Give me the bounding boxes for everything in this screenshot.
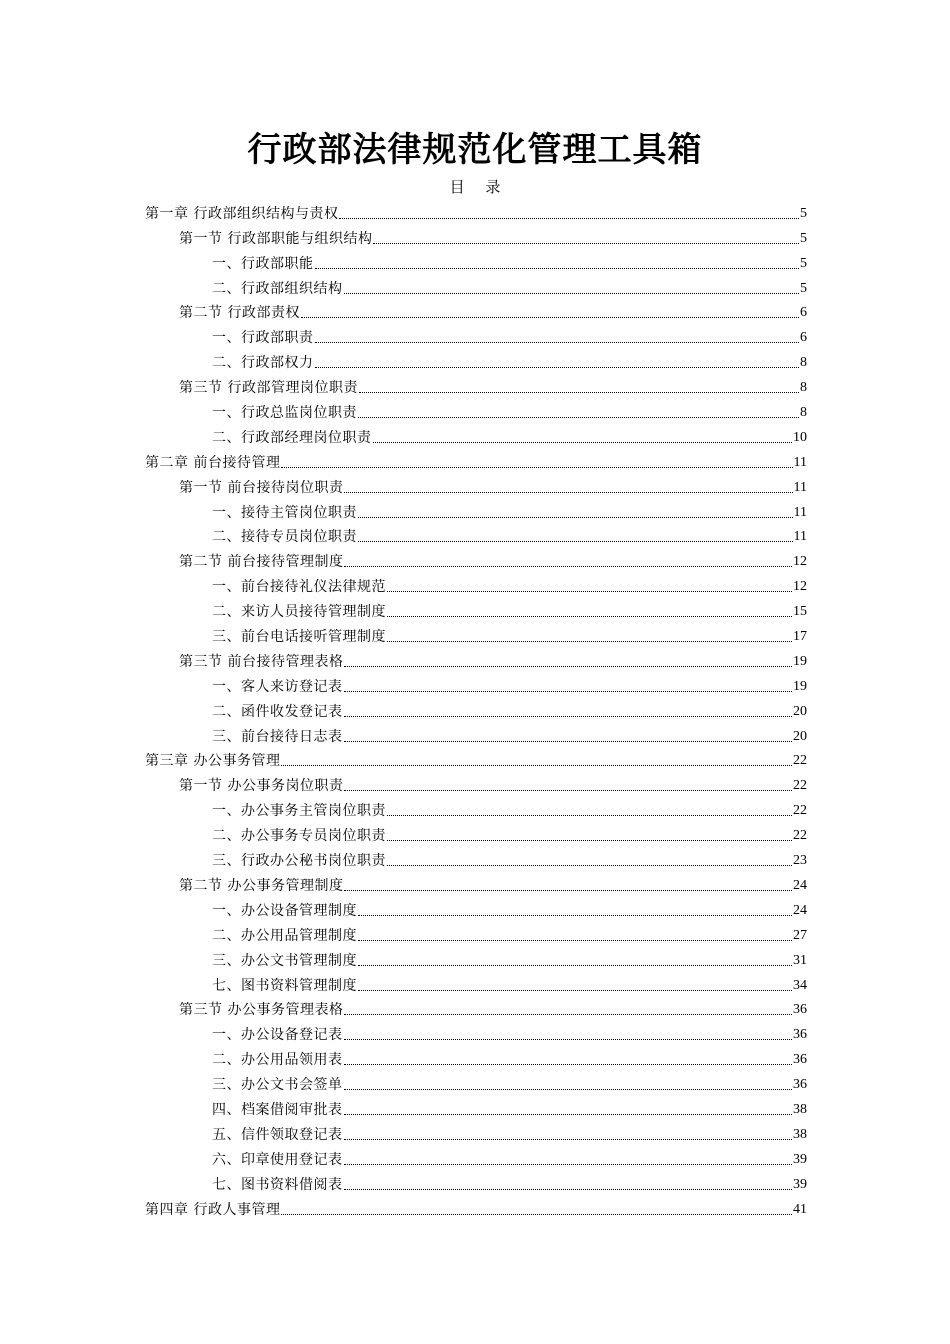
toc-entry-label: 二、行政部组织结构 — [212, 280, 343, 297]
toc-dot-leader — [315, 341, 800, 343]
toc-entry[interactable] — [145, 498, 807, 523]
toc-entry-label: 六、印章使用登记表 — [212, 1151, 343, 1168]
toc-entry[interactable] — [145, 1070, 807, 1095]
toc-page-number: 5 — [800, 205, 807, 221]
toc-entry[interactable] — [145, 299, 807, 324]
toc-page-number: 20 — [793, 728, 807, 744]
toc-page-number: 39 — [793, 1151, 807, 1167]
toc-dot-leader — [344, 715, 793, 717]
toc-page-number: 19 — [793, 653, 807, 669]
toc-entry[interactable] — [145, 846, 807, 871]
toc-entry-label: 第一章 行政部组织结构与责权 — [145, 205, 339, 222]
toc-entry[interactable] — [145, 1045, 807, 1070]
toc-dot-leader — [344, 1188, 793, 1190]
document-title: 行政部法律规范化管理工具箱 — [247, 130, 703, 170]
toc-entry-label: 二、行政部权力 — [212, 355, 314, 372]
toc-page-number: 22 — [793, 803, 807, 819]
toc-heading: 目 录 — [449, 178, 509, 196]
toc-entry[interactable] — [145, 1120, 807, 1145]
toc-dot-leader — [344, 789, 792, 791]
toc-entry[interactable] — [145, 672, 807, 697]
toc-entry-label: 一、接待主管岗位职责 — [212, 504, 357, 521]
toc-entry[interactable] — [145, 1195, 807, 1220]
toc-page-number: 24 — [793, 902, 807, 918]
toc-entry[interactable] — [145, 871, 807, 896]
toc-page-number: 8 — [800, 380, 807, 396]
toc-entry-label: 一、办公事务主管岗位职责 — [212, 803, 386, 820]
toc-entry-label: 三、办公文书管理制度 — [212, 952, 357, 969]
toc-entry[interactable] — [145, 274, 807, 299]
toc-entry[interactable] — [145, 771, 807, 796]
toc-page-number: 41 — [793, 1201, 807, 1217]
toc-entry-label: 五、信件领取登记表 — [212, 1126, 343, 1143]
toc-entry-label: 第四章 行政人事管理 — [145, 1201, 281, 1218]
toc-page-number: 36 — [793, 1002, 807, 1018]
toc-page-number: 8 — [800, 355, 807, 371]
toc-page-number: 23 — [793, 853, 807, 869]
toc-entry-label: 二、接待专员岗位职责 — [212, 529, 357, 546]
toc-dot-leader — [358, 540, 793, 542]
toc-dot-leader — [358, 989, 792, 991]
toc-page-number: 10 — [793, 429, 807, 445]
toc-entry-label: 第二节 办公事务管理制度 — [179, 877, 344, 894]
toc-entry-label: 七、图书资料管理制度 — [212, 977, 357, 994]
toc-dot-leader — [315, 267, 800, 269]
toc-entry[interactable] — [145, 523, 807, 548]
toc-entry-label: 二、来访人员接待管理制度 — [212, 604, 386, 621]
toc-entry[interactable] — [145, 1095, 807, 1120]
toc-dot-leader — [344, 740, 793, 742]
toc-entry-label: 第一节 办公事务岗位职责 — [179, 778, 344, 795]
toc-entry-label: 二、函件收发登记表 — [212, 703, 343, 720]
toc-entry[interactable] — [145, 348, 807, 373]
toc-page-number: 19 — [793, 678, 807, 694]
toc-dot-leader — [315, 366, 800, 368]
toc-entry[interactable] — [145, 249, 807, 274]
toc-entry-label: 第二节 行政部责权 — [179, 305, 300, 322]
toc-entry-label: 一、前台接待礼仪法律规范 — [212, 579, 386, 596]
toc-page-number: 8 — [800, 405, 807, 421]
toc-dot-leader — [339, 217, 799, 219]
toc-dot-leader — [281, 466, 792, 468]
toc-page-number: 11 — [793, 504, 807, 520]
toc-entry[interactable] — [145, 473, 807, 498]
toc-entry-label: 一、办公设备登记表 — [212, 1027, 343, 1044]
toc-dot-leader — [358, 914, 792, 916]
toc-dot-leader — [344, 1013, 792, 1015]
toc-entry-label: 第三节 行政部管理岗位职责 — [179, 380, 358, 397]
toc-dot-leader — [344, 1038, 793, 1040]
toc-entry-label: 一、行政部职能 — [212, 255, 314, 272]
toc-dot-leader — [344, 690, 793, 692]
toc-page-number: 12 — [793, 554, 807, 570]
toc-entry[interactable] — [145, 722, 807, 747]
toc-entry-label: 三、前台电话接听管理制度 — [212, 629, 386, 646]
toc-dot-leader — [387, 814, 792, 816]
toc-dot-leader — [373, 242, 799, 244]
toc-page-number: 22 — [793, 778, 807, 794]
toc-page-number: 31 — [793, 952, 807, 968]
toc-page-number: 15 — [793, 604, 807, 620]
toc-dot-leader — [387, 864, 792, 866]
toc-entry-label: 第二节 前台接待管理制度 — [179, 554, 344, 571]
toc-entry[interactable] — [145, 398, 807, 423]
toc-entry[interactable] — [145, 747, 807, 772]
toc-dot-leader — [387, 590, 792, 592]
toc-entry-label: 第一节 行政部职能与组织结构 — [179, 230, 373, 247]
toc-entry-label: 三、前台接待日志表 — [212, 728, 343, 745]
toc-dot-leader — [344, 1163, 793, 1165]
toc-dot-leader — [344, 889, 792, 891]
toc-entry[interactable] — [145, 1145, 807, 1170]
toc-dot-leader — [358, 939, 792, 941]
toc-entry[interactable] — [145, 921, 807, 946]
toc-dot-leader — [344, 491, 792, 493]
toc-entry-label: 第一节 前台接待岗位职责 — [179, 479, 344, 496]
toc-page-number: 5 — [800, 255, 807, 271]
toc-entry[interactable] — [145, 1020, 807, 1045]
toc-entry[interactable] — [145, 572, 807, 597]
toc-entry[interactable] — [145, 996, 807, 1021]
toc-entry-label: 二、办公用品管理制度 — [212, 927, 357, 944]
toc-entry-label: 一、行政部职责 — [212, 330, 314, 347]
toc-page-number: 39 — [793, 1176, 807, 1192]
toc-entry[interactable] — [145, 946, 807, 971]
toc-entry-label: 四、档案借阅审批表 — [212, 1101, 343, 1118]
toc-dot-leader — [301, 316, 799, 318]
toc-entry[interactable] — [145, 647, 807, 672]
toc-page-number: 20 — [793, 703, 807, 719]
toc-entry-label: 第二章 前台接待管理 — [145, 454, 281, 471]
toc-page-number: 22 — [793, 828, 807, 844]
toc-dot-leader — [358, 416, 799, 418]
toc-page-number: 38 — [793, 1101, 807, 1117]
toc-dot-leader — [344, 1063, 793, 1065]
toc-page-number: 34 — [793, 977, 807, 993]
toc-dot-leader — [281, 764, 792, 766]
toc-page-number: 5 — [800, 230, 807, 246]
toc-dot-leader — [387, 839, 792, 841]
toc-entry[interactable] — [145, 323, 807, 348]
toc-dot-leader — [358, 964, 792, 966]
toc-entry-label: 三、行政办公秘书岗位职责 — [212, 853, 386, 870]
toc-page-number: 11 — [793, 454, 807, 470]
toc-dot-leader — [344, 565, 792, 567]
toc-entry[interactable] — [145, 622, 807, 647]
toc-entry[interactable] — [145, 896, 807, 921]
toc-dot-leader — [344, 1088, 793, 1090]
toc-dot-leader — [344, 292, 800, 294]
toc-entry-label: 二、办公用品领用表 — [212, 1052, 343, 1069]
toc-page-number: 38 — [793, 1126, 807, 1142]
toc-page-number: 6 — [800, 305, 807, 321]
toc-entry[interactable] — [145, 697, 807, 722]
toc-entry-label: 七、图书资料借阅表 — [212, 1176, 343, 1193]
toc-page-number: 6 — [800, 330, 807, 346]
toc-page-number: 22 — [793, 753, 807, 769]
toc-entry-label: 二、行政部经理岗位职责 — [212, 429, 372, 446]
toc-entry[interactable] — [145, 448, 807, 473]
toc-dot-leader — [358, 516, 793, 518]
toc-entry-label: 第三节 办公事务管理表格 — [179, 1002, 344, 1019]
toc-page-number: 11 — [793, 529, 807, 545]
toc-entry[interactable] — [145, 971, 807, 996]
toc-dot-leader — [281, 1213, 792, 1215]
toc-dot-leader — [359, 391, 799, 393]
toc-dot-leader — [387, 640, 792, 642]
toc-entry-label: 三、办公文书会签单 — [212, 1077, 343, 1094]
toc-page-number: 17 — [793, 629, 807, 645]
toc-page-number: 24 — [793, 877, 807, 893]
toc-page-number: 36 — [793, 1052, 807, 1068]
toc-entry-label: 一、办公设备管理制度 — [212, 902, 357, 919]
toc-page-number: 5 — [800, 280, 807, 296]
toc-entry-label: 一、客人来访登记表 — [212, 678, 343, 695]
toc-dot-leader — [344, 1138, 793, 1140]
toc-dot-leader — [344, 665, 792, 667]
toc-dot-leader — [373, 441, 793, 443]
toc-dot-leader — [344, 1113, 793, 1115]
toc-entry[interactable] — [145, 796, 807, 821]
toc-entry[interactable] — [145, 547, 807, 572]
toc-entry-label: 第三节 前台接待管理表格 — [179, 653, 344, 670]
toc-entry[interactable] — [145, 199, 807, 224]
toc-page-number: 27 — [793, 927, 807, 943]
toc-entry[interactable] — [145, 1170, 807, 1195]
toc-page-number: 12 — [793, 579, 807, 595]
toc-entry[interactable] — [145, 821, 807, 846]
toc-entry[interactable] — [145, 423, 807, 448]
table-of-contents — [145, 199, 807, 1220]
toc-entry-label: 第三章 办公事务管理 — [145, 753, 281, 770]
toc-entry-label: 二、办公事务专员岗位职责 — [212, 828, 386, 845]
toc-entry[interactable] — [145, 373, 807, 398]
toc-page-number: 36 — [793, 1077, 807, 1093]
toc-page-number: 11 — [793, 479, 807, 495]
toc-dot-leader — [387, 615, 792, 617]
toc-page-number: 36 — [793, 1027, 807, 1043]
toc-entry[interactable] — [145, 224, 807, 249]
toc-entry-label: 一、行政总监岗位职责 — [212, 405, 357, 422]
toc-entry[interactable] — [145, 597, 807, 622]
